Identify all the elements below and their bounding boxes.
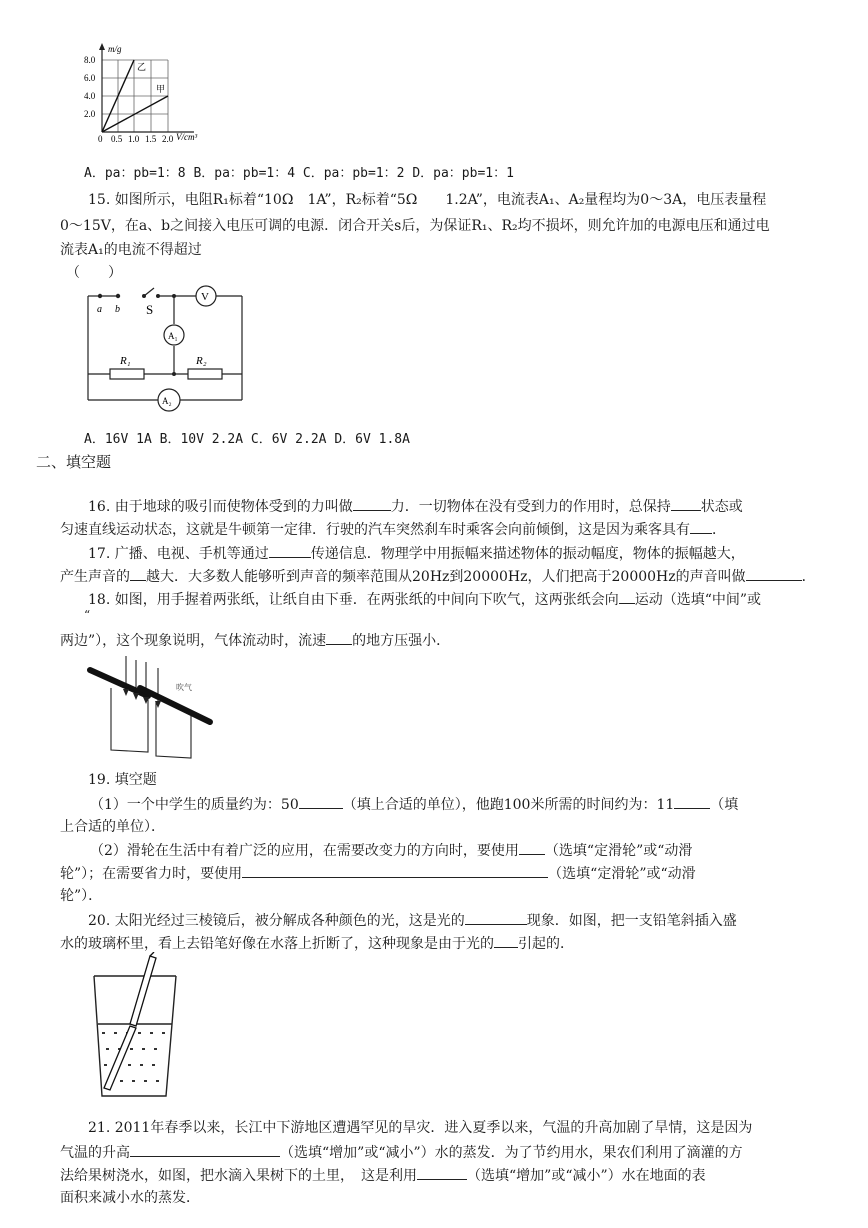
q20-blank-1[interactable] — [465, 910, 527, 925]
x-tick: 1.0 — [128, 134, 140, 144]
q15-paren: （ ） — [66, 265, 122, 281]
label-yi: 乙 — [137, 62, 147, 72]
q15-text-3: 流表A₁的电流不得超过 — [60, 242, 202, 258]
q16-blank-1[interactable] — [353, 496, 391, 511]
q18-quote: “ — [84, 608, 91, 622]
q20-blank-2[interactable] — [494, 933, 518, 948]
q20-line-1: 20. 太阳光经过三棱镜后，被分解成各种颜色的光，这是光的 现象．如图，把一支铅笔斜插入盛 — [88, 910, 737, 931]
q17-blank-2[interactable] — [130, 566, 146, 581]
y-tick: 4.0 — [84, 91, 96, 101]
q19-blank-4[interactable] — [242, 863, 548, 878]
q16-line-1: 16. 由于地球的吸引而使物体受到的力叫做 力．一切物体在没有受到力的作用时，总保持 状态或 — [88, 496, 743, 517]
mass-volume-graph — [82, 40, 212, 145]
q18-line-2: 两边”），这个现象说明，气体流动时，流速 的地方压强小． — [60, 630, 450, 651]
q21-blank-1[interactable] — [130, 1142, 280, 1157]
q15-text-2: 0～15V，在a、b之间接入电压可调的电源．闭合开关s后，为保证R₁、R₂均不损坏，则允许加的电源电压和通过电 — [60, 218, 770, 234]
q21-line-3: 法给果树浇水，如图，把水滴入果树下的土里， 这是利用 （选填“增加”或“减小”）水在地面的表 — [60, 1165, 706, 1186]
q19-s2-end: 轮”）． — [60, 888, 103, 904]
q21-line-1: 21. 2011年春季以来，长江中下游地区遭遇罕见的旱灾．进入夏季以来，气温的升高加剧了旱情，这是因为 — [88, 1120, 753, 1136]
q19-s1-line: （1）一个中学生的质量约为：50 （填上合适的单位），他跑100米所需的时间约为：11 （填 — [90, 794, 738, 815]
q18-blank-2[interactable] — [326, 630, 352, 645]
label-a1: A₁ — [168, 331, 178, 341]
q19-blank-2[interactable] — [674, 794, 710, 809]
q19-s2-cont: 轮”）；在需要省力时，要使用 （选填“定滑轮”或“动滑 — [60, 863, 696, 884]
q19-blank-3[interactable] — [519, 840, 545, 855]
pencil-in-water-figure — [86, 952, 186, 1102]
x-tick: 2.0 — [162, 134, 174, 144]
label-v: V — [201, 291, 209, 303]
section-2-title: 二、填空题 — [36, 453, 112, 471]
circuit-diagram — [84, 284, 250, 412]
q15-options: A．16V 1A B．10V 2.2A C．6V 2.2A D．6V 1.8A — [84, 432, 410, 447]
label-a: a — [97, 304, 102, 315]
label-b: b — [115, 304, 120, 315]
q17-blank-1[interactable] — [269, 543, 311, 558]
q20-line-2: 水的玻璃杯里，看上去铅笔好像在水落上折断了，这种现象是由于光的 引起的． — [60, 933, 574, 954]
q19-s2-line: （2）滑轮在生活中有着广泛的应用，在需要改变力的方向时，要使用 （选填“定滑轮”或“动滑 — [90, 840, 692, 861]
q15-text-1: 15. 如图所示，电阻R₁标着“10Ω 1A”，R₂标着“5Ω 1.2A”，电流表A₁、A₂量程均为0～3A，电压表量程 — [88, 192, 767, 208]
y-tick: 6.0 — [84, 73, 96, 83]
q18-line-1: 18. 如图，用手握着两张纸，让纸自由下垂．在两张纸的中间向下吹气，这两张纸会向 运动（选填“中间”或 — [88, 589, 761, 610]
x-unit: V/cm³ — [176, 132, 198, 142]
q21-blank-2[interactable] — [417, 1165, 467, 1180]
paper-blow-figure — [86, 650, 216, 760]
label-r1: R₁ — [120, 355, 131, 367]
x-tick: 0.5 — [111, 134, 123, 144]
q19-title: 19. 填空题 — [88, 772, 157, 788]
label-s: S — [146, 302, 154, 317]
q19-s1-cont: 上合适的单位）． — [60, 819, 165, 835]
q17-blank-3[interactable] — [746, 566, 802, 581]
x-tick: 1.5 — [145, 134, 157, 144]
q17-line-1: 17. 广播、电视、手机等通过 传递信息．物理学中用振幅来描述物体的振动幅度，物体的振幅越大， — [88, 543, 745, 564]
x-tick: 0 — [98, 134, 103, 144]
q14-options: A．pa：pb=1：8 B．pa：pb=1：4 C．pa：pb=1：2 D．pa：pb=1：1 — [84, 166, 514, 181]
y-tick: 8.0 — [84, 55, 96, 65]
q16-line-2: 匀速直线运动状态，这就是牛顿第一定律．行驶的汽车突然刹车时乘客会向前倾倒，这是因为乘客具有 ． — [60, 519, 726, 540]
graph-grid — [102, 60, 168, 132]
q18-blank-1[interactable] — [619, 589, 635, 604]
q16-blank-2[interactable] — [671, 496, 701, 511]
label-jia: 甲 — [156, 84, 166, 94]
q21-line-4: 面积来减小水的蒸发． — [60, 1190, 200, 1206]
label-a2: A₂ — [162, 396, 172, 406]
q17-line-2: 产生声音的 越大．大多数人能够听到声音的频率范围从20Hz到20000Hz，人们把高于20000Hz的声音叫做 ． — [60, 566, 816, 587]
blow-label: 吹气 — [176, 683, 192, 692]
y-tick: 2.0 — [84, 109, 96, 119]
y-unit: m/g — [108, 44, 122, 54]
q19-blank-1[interactable] — [299, 794, 343, 809]
terminal-a — [98, 294, 102, 298]
q21-line-2: 气温的升高 （选填“增加”或“减小”）水的蒸发．为了节约用水，果农们利用了滴灌的方 — [60, 1142, 743, 1163]
terminal-b — [116, 294, 120, 298]
q16-blank-3[interactable] — [690, 519, 712, 534]
label-r2: R₂ — [196, 355, 207, 367]
